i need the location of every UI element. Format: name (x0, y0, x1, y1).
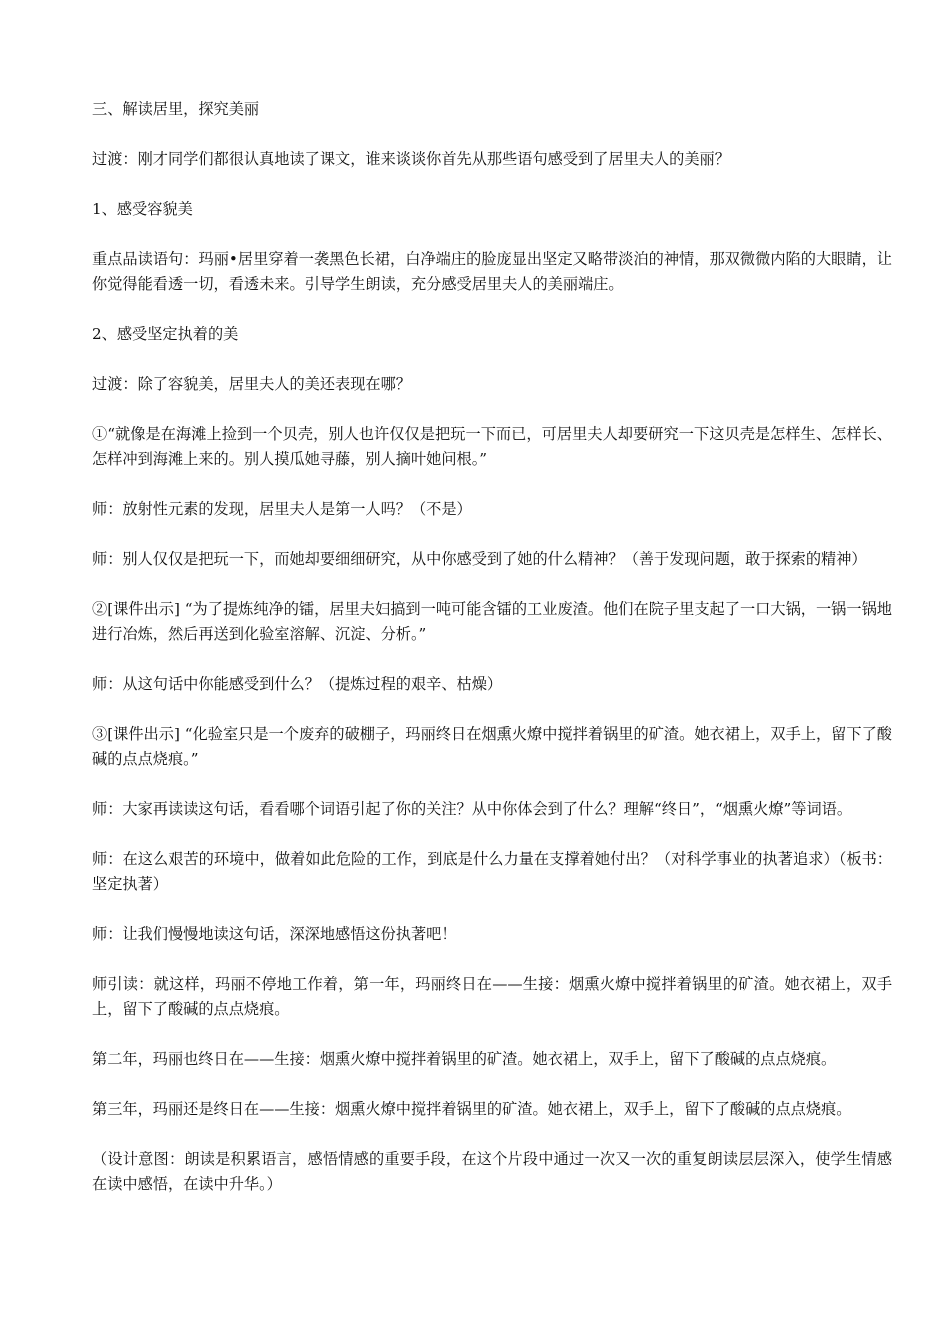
teacher-prompt: 师：让我们慢慢地读这句话，深深地感悟这份执著吧！ (92, 925, 457, 943)
transition-paragraph: 过渡：刚才同学们都很认真地读了课文，谁来谈谈你首先从那些语句感受到了居里夫人的美丽？ (92, 150, 730, 168)
section-heading: 三、解读居里，探究美丽 (92, 100, 260, 118)
quote-paragraph: ③[课件出示] “化验室只是一个废弃的破棚子，玛丽终日在烟熏火燎中搅拌着锅里的矿渣。她衣裙上，双手上，留下了酸碱的点点烧痕。” (92, 725, 892, 768)
teacher-question: 师：别人仅仅是把玩一下，而她却要细细研究，从中你感受到了她的什么精神？（善于发现问题，敢于探索的精神） (92, 550, 867, 568)
teacher-question: 师：大家再读读这句话，看看哪个词语引起了你的关注？从中你体会到了什么？理解“终日”，“烟熏火燎”等词语。 (92, 800, 853, 818)
design-intent-note: （设计意图：朗读是积累语言，感悟情感的重要手段，在这个片段中通过一次又一次的重复朗读层层深入，使学生情感在读中感悟，在读中升华。） (92, 1150, 892, 1193)
guided-reading-paragraph: 师引读：就这样，玛丽不停地工作着，第一年，玛丽终日在——生接：烟熏火燎中搅拌着锅里的矿渣。她衣裙上，双手上，留下了酸碱的点点烧痕。 (92, 975, 892, 1018)
teacher-question: 师：放射性元素的发现，居里夫人是第一人吗？（不是） (92, 500, 472, 518)
teacher-question: 师：在这么艰苦的环境中，做着如此危险的工作，到底是什么力量在支撑着她付出？（对科学事业的执著追求）（板书：坚定执著） (92, 850, 892, 893)
guided-reading-paragraph: 第三年，玛丽还是终日在——生接：烟熏火燎中搅拌着锅里的矿渣。她衣裙上，双手上，留下了酸碱的点点烧痕。 (92, 1100, 852, 1118)
document-page (92, 97, 892, 1222)
subsection-heading: 2、感受坚定执着的美 (92, 325, 239, 343)
transition-paragraph: 过渡：除了容貌美，居里夫人的美还表现在哪？ (92, 375, 411, 393)
quote-paragraph: ②[课件出示] “为了提炼纯净的镭，居里夫妇搞到一吨可能含镭的工业废渣。他们在院子里支起了一口大锅，一锅一锅地进行冶炼，然后再送到化验室溶解、沉淀、分析。” (92, 600, 892, 643)
quote-paragraph: ①“就像是在海滩上捡到一个贝壳，别人也许仅仅是把玩一下而已，可居里夫人却要研究一下这贝壳是怎样生、怎样长、怎样冲到海滩上来的。别人摸瓜她寻藤，别人摘叶她问根。” (92, 425, 892, 468)
teacher-question: 师：从这句话中你能感受到什么？（提炼过程的艰辛、枯燥） (92, 675, 503, 693)
key-sentence-paragraph: 重点品读语句：玛丽•居里穿着一袭黑色长裙，白净端庄的脸庞显出坚定又略带淡泊的神情，那双微微内陷的大眼睛，让你觉得能看透一切，看透未来。引导学生朗读，充分感受居里夫人的美丽端庄。 (92, 250, 892, 293)
guided-reading-paragraph: 第二年，玛丽也终日在——生接：烟熏火燎中搅拌着锅里的矿渣。她衣裙上，双手上，留下了酸碱的点点烧痕。 (92, 1050, 837, 1068)
subsection-heading: 1、感受容貌美 (92, 200, 193, 218)
